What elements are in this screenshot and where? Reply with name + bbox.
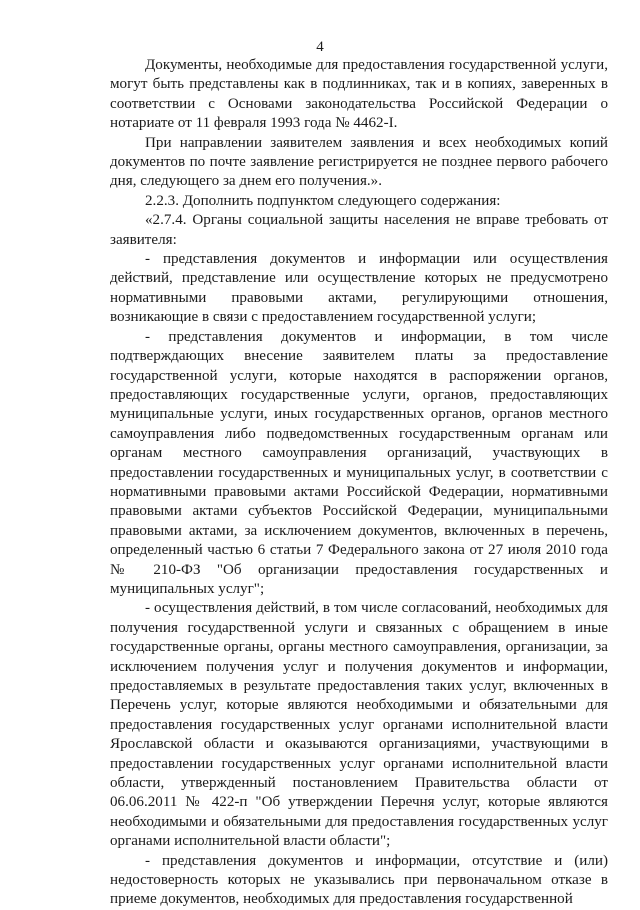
list-item-documents-in-possession: - представления документов и информации, в том числе подтверждающих внесение заявителем платы за предоставление государственной услуги, которые находятся в распоряжении органов, предоставляющих государственные услуги, органов, предоставляющих муниципальные услуги, иных государственных органов, органов местного самоуправления либо подведомственных государственным органам или органам местного самоуправления организаций, участвующих в предоставлении государственных и муниципальных услуг, в соответствии с нормативными правовыми актами Российской Федерации, нормативными правовыми актами субъектов Российской Федерации, муниципальными правовыми актами, за исключением документов, включенных в перечень, определенный частью 6 статьи 7 Федерального закона от 27 июля 2010 года № 210-ФЗ "Об организации предоставления государственных и муниципальных услуг"; xyxy=(110,328,608,597)
paragraph-documents-copies: Документы, необходимые для предоставления государственной услуги, могут быть представлены как в подлинниках, так и в копиях, заверенных в соответствии с Основами законодательства Российской Федерации о нотариате от 11 февраля 1993 года № 4462-I. xyxy=(110,57,608,132)
paragraph-amendment-2-2-3: 2.2.3. Дополнить подпунктом следующего содержания: xyxy=(145,192,501,209)
page-number: 4 xyxy=(316,39,324,55)
list-item-documents-not-required: - представления документов и информации или осуществления действий, представление или осуществление которых не предусмотрено нормативными правовыми актами, регулирующими отношения, возникающие в связи с предоставлением государственной услуги; xyxy=(110,251,608,326)
paragraph-mail-registration: При направлении заявителем заявления и всех необходимых копий документов по почте заявление регистрируется не позднее первого рабочего дня, следующего за днем его получения.». xyxy=(110,134,608,190)
paragraph-clause-2-7-4: «2.7.4. Органы социальной защиты населения не вправе требовать от заявителя: xyxy=(110,212,608,248)
list-item-documents-initial-refusal: - представления документов и информации, отсутствие и (или) недостоверность которых не указывались при первоначальном отказе в приеме документов, необходимых для предоставления государственной xyxy=(110,852,608,908)
list-item-actions-approvals: - осуществления действий, в том числе согласований, необходимых для получения государственной услуги и связанных с обращением в иные государственные органы, органы местного самоуправления, организации, за исключением получения услуг и получения документов и информации, предоставляемых в результате предоставления таких услуг, включенных в Перечень услуг, которые являются необходимыми и обязательными для предоставления государственных услуг органами исполнительной власти Ярославской области и оказываются организациями, участвующими в предоставлении государственных услуг органами исполнительной власти области, утвержденный постановлением Правительства области от 06.06.2011 № 422-п "Об утверждении Перечня услуг, которые являются необходимыми и обязательными для предоставления государственных услуг органами исполнительной власти области"; xyxy=(110,600,608,850)
document-body xyxy=(110,56,608,910)
